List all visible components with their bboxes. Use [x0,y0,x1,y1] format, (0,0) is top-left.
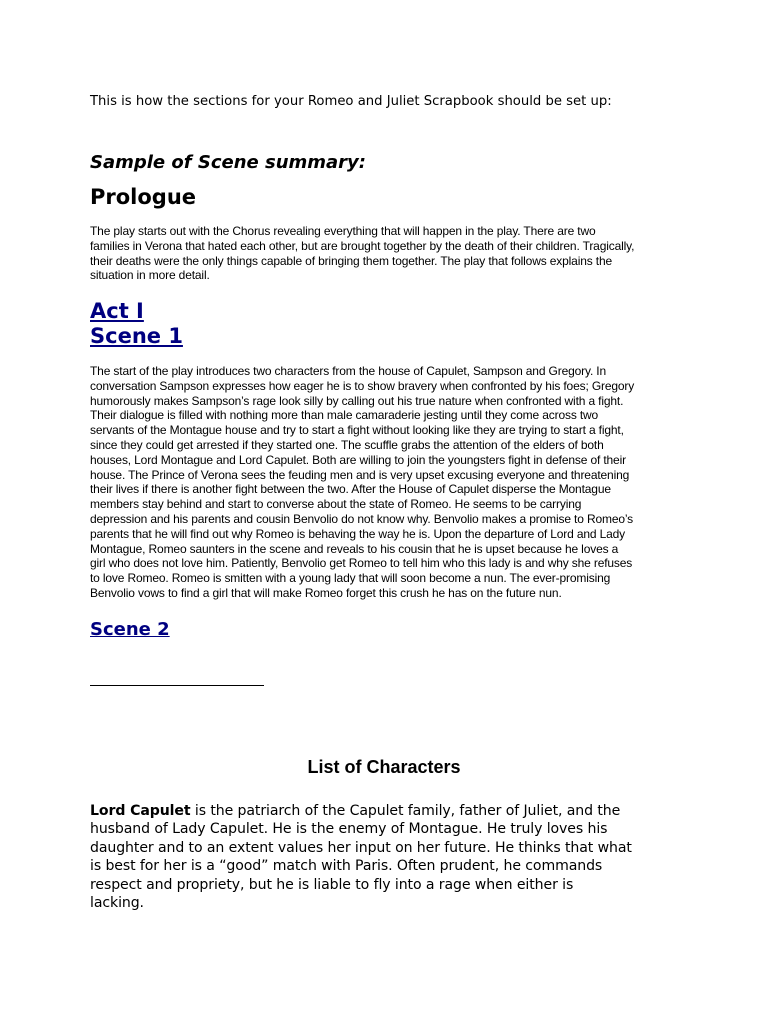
text-line: Benvolio vows to find a girl that will make Romeo forget this crush he has on the future nun. [90,585,562,600]
text-line: depression and his parents and cousin Benvolio do not know why. Benvolio makes a promise to Romeo’s [90,511,634,526]
text-line: husband of Lady Capulet. He is the enemy of Montague. He truly loves his [90,821,608,838]
text-line: families in Verona that hated each other, but are brought together by the death of their children. Tragically, [90,238,635,253]
text-line: Montague, Romeo saunters in the scene and reveals to his cousin that he is upset because he loves a [90,541,619,556]
scene-1-summary [90,364,690,601]
text-line: members stay behind and start to converse about the state of Romeo. He seems to be carrying [90,497,582,512]
scene-1-link[interactable]: Scene 1 [90,324,183,348]
text-line: to love Romeo. Romeo is smitten with a young lady that will soon become a nun. The ever-promising [90,571,611,586]
prologue-heading: Prologue [90,185,197,209]
prologue-summary [90,224,690,283]
lord-capulet-description [90,802,690,912]
text-line: conversation Sampson expresses how eager he is to show bravery when confronted by his foes; Gregory [90,378,635,393]
text-line: their deaths were the only things capable of bringing them together. The play that follows explains the [90,253,612,268]
text-fragment: is the patriarch of the Capulet family, father of Juliet, and the [190,803,621,819]
text-line: The start of the play introduces two characters from the house of Capulet, Sampson and Gregory. In [90,364,607,378]
text-line: respect and propriety, but he is liable to fly into a rage when either is [90,876,574,893]
character-name: Lord Capulet [90,803,191,819]
text-line: houses, Lord Montague and Lord Capulet. Both are willing to join the youngsters fight in defense of their [90,452,626,467]
text-line: Their dialogue is filled with nothing more than male camaraderie jesting until they come across two [90,408,599,423]
act-scene-heading [90,299,183,349]
text-line: house. The Prince of Verona sees the feuding men and is very upset excusing everyone and threatening [90,467,630,482]
text-line [90,802,690,820]
text-line: girl who does not love him. Patiently, Benvolio get Romeo to tell him who this lady is and why she refuses [90,556,633,571]
text-line: since they could get arrested if they started one. The scuffle grabs the attention of the elders of both [90,437,604,452]
text-line: The play starts out with the Chorus revealing everything that will happen in the play. There are two [90,224,596,238]
act-i-link[interactable]: Act I [90,299,144,323]
sample-heading: Sample of Scene summary: [90,152,366,173]
text-line: humorously makes Sampson’s rage look silly by calling out his true nature when confronted with a fight. [90,393,624,408]
text-line: servants of the Montague house and try to start a fight without looking like they are trying to start a fight, [90,423,624,438]
text-line: situation in more detail. [90,268,210,283]
text-line: their lives if there is another fight between the two. After the House of Capulet disperse the Montague [90,482,611,497]
text-line: parents that he will find out why Romeo is behaving the way he is. Upon the departure of Lord and Lady [90,526,626,541]
scene-2-link[interactable]: Scene 2 [90,619,170,640]
intro-text: This is how the sections for your Romeo and Juliet Scrapbook should be set up: [90,94,612,109]
characters-heading: List of Characters [307,757,461,777]
text-line: daughter and to an extent values her input on her future. He thinks that what [90,839,632,856]
horizontal-rule [90,685,264,686]
text-line: lacking. [90,895,144,912]
text-line: is best for her is a “good” match with Paris. Often prudent, he commands [90,858,603,875]
